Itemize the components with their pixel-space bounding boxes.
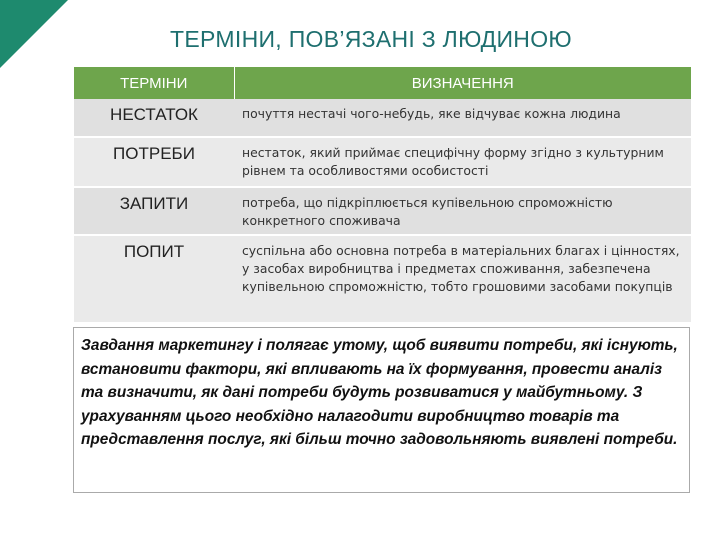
table-header-row (74, 67, 691, 99)
table-row (74, 235, 691, 323)
definition-cell: потреба, що підкріплюється купівельною спроможністю конкретного споживача (234, 187, 691, 235)
terms-table (74, 67, 691, 324)
definition-cell: нестаток, який приймає специфічну форму згідно з культурним рівнем та особливостями особистості (234, 137, 691, 187)
definition-cell: почуття нестачі чого-небудь, яке відчуває кожна людина (234, 99, 691, 137)
header-terms: ТЕРМІНИ (74, 67, 234, 99)
table-row (74, 187, 691, 235)
table-row (74, 99, 691, 137)
page-title: ТЕРМІНИ, ПОВ’ЯЗАНІ З ЛЮДИНОЮ (170, 26, 572, 52)
term-cell: ПОТРЕБИ (74, 137, 234, 187)
table-row (74, 137, 691, 187)
marketing-task-note: Завдання маркетингу і полягає утому, щоб виявити потреби, які існують, встановити фактори, які впливають на їх формування, провести аналіз та визначити, як дані потреби будуть розвиватися у майбутньому. З урахуванням цього необхідно налагодити виробництво товарів та представлення послуг, які більш точно задовольняють виявлені потреби. (73, 327, 690, 493)
term-cell: ПОПИТ (74, 235, 234, 323)
term-cell: ЗАПИТИ (74, 187, 234, 235)
header-definitions: ВИЗНАЧЕННЯ (234, 67, 691, 99)
term-cell: НЕСТАТОК (74, 99, 234, 137)
definition-cell: суспільна або основна потреба в матеріальних благах і цінностях, у засобах виробництва і предметах споживання, забезпечена купівельною спроможністю, тобто грошовими засобами покупців (234, 235, 691, 323)
